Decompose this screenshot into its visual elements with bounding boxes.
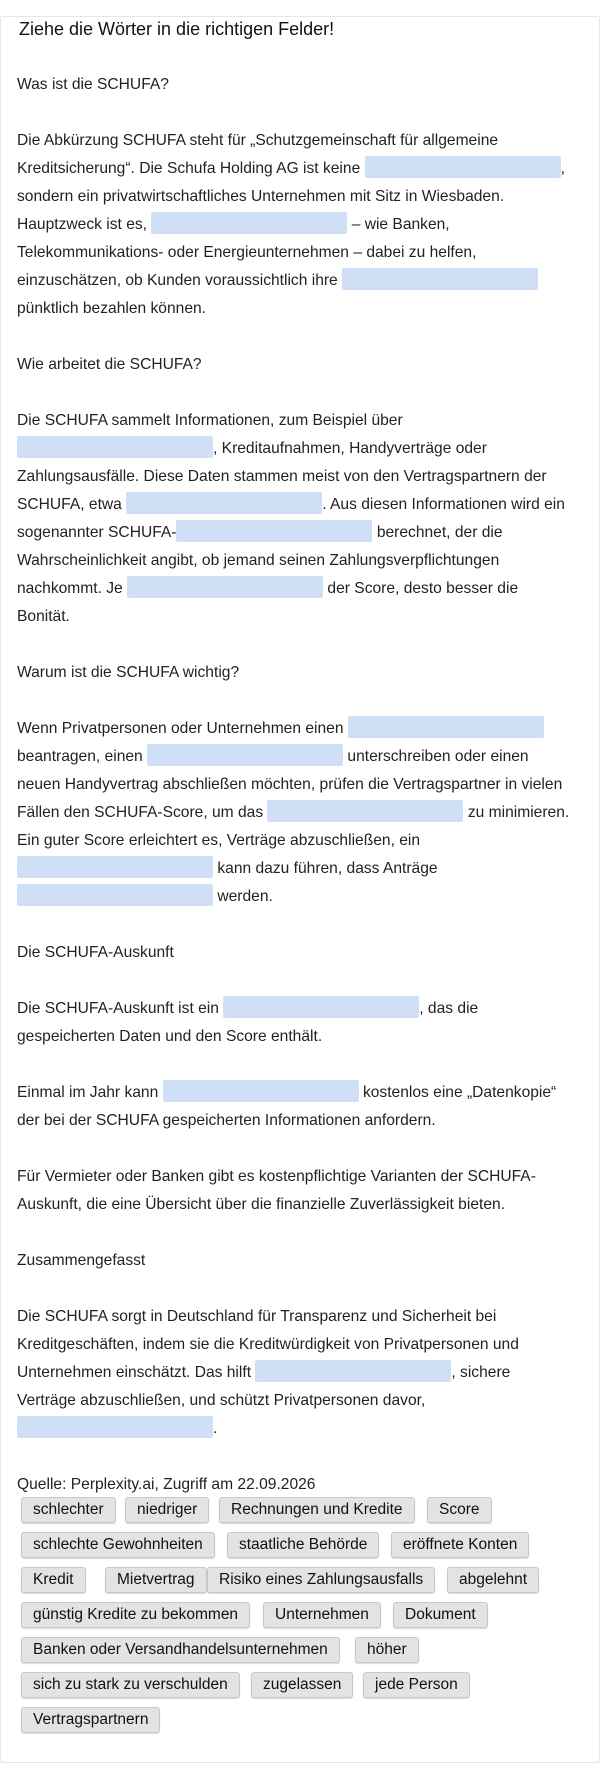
word-chip[interactable]: höher — [355, 1637, 419, 1663]
word-chip[interactable]: zugelassen — [251, 1672, 353, 1698]
word-chip[interactable]: Unternehmen — [263, 1602, 381, 1628]
text-line: kann dazu führen, dass Anträge — [17, 855, 438, 883]
drop-zone-16[interactable] — [17, 1416, 213, 1438]
drop-zone-9[interactable] — [147, 744, 343, 766]
exercise-title: Ziehe die Wörter in die richtigen Felder! — [19, 19, 335, 39]
text-line: neuen Handyvertrag abschließen möchten, prüfen die Vertragspartner in vielen — [17, 776, 563, 793]
word-chip[interactable]: jede Person — [363, 1672, 470, 1698]
text-line: Die SCHUFA sammelt Informationen, zum Beispiel über — [17, 412, 403, 429]
text-line: nachkommt. Je der Score, desto besser die — [17, 575, 518, 603]
text-line: Die SCHUFA-Auskunft ist ein , das die — [17, 995, 478, 1023]
text-line: Verträge abzuschließen, und schützt Privatpersonen davor, — [17, 1392, 426, 1409]
drop-zone-7[interactable] — [127, 576, 323, 598]
word-chip[interactable]: Dokument — [393, 1602, 488, 1628]
text-line: Fällen den SCHUFA-Score, um das zu minimieren. — [17, 799, 569, 827]
word-chip[interactable]: Score — [427, 1497, 492, 1523]
word-chip[interactable]: schlechter — [21, 1497, 116, 1523]
text-line: Zahlungsausfälle. Diese Daten stammen meist von den Vertragspartnern der — [17, 468, 547, 485]
word-chip[interactable]: Risiko eines Zahlungsausfalls — [207, 1567, 435, 1593]
word-chip[interactable]: Kredit — [21, 1567, 86, 1593]
text-line: Einmal im Jahr kann kostenlos eine „Datenkopie“ — [17, 1079, 556, 1107]
drop-zone-6[interactable] — [176, 520, 372, 542]
word-chip[interactable]: sich zu stark zu verschulden — [21, 1672, 240, 1698]
text-line: beantragen, einen unterschreiben oder einen — [17, 743, 529, 771]
text-line: Wenn Privatpersonen oder Unternehmen einen — [17, 715, 544, 743]
drop-zone-4[interactable] — [17, 436, 213, 458]
drop-zone-11[interactable] — [17, 856, 213, 878]
word-chip[interactable]: abgelehnt — [447, 1567, 539, 1593]
text-line: Ein guter Score erleichtert es, Verträge abzuschließen, ein — [17, 832, 421, 849]
text-line: Kreditsicherung“. Die Schufa Holding AG ist keine , — [17, 155, 565, 183]
text-line: werden. — [17, 883, 273, 911]
drop-zone-1[interactable] — [365, 156, 561, 178]
text-line: SCHUFA, etwa . Aus diesen Informationen wird ein — [17, 491, 565, 519]
word-chip[interactable]: staatliche Behörde — [227, 1532, 379, 1558]
heading-wie-arbeitet: Wie arbeitet die SCHUFA? — [17, 356, 202, 373]
text-line: Für Vermieter oder Banken gibt es kostenpflichtige Varianten der SCHUFA- — [17, 1168, 536, 1185]
text-line: Bonität. — [17, 608, 70, 625]
text-line: sogenannter SCHUFA- berechnet, der die — [17, 519, 503, 547]
text-line: einzuschätzen, ob Kunden voraussichtlich ihre — [17, 267, 538, 295]
text-line: Telekommunikations- oder Energieunternehmen – dabei zu helfen, — [17, 244, 477, 261]
text-line: sondern ein privatwirtschaftliches Unternehmen mit Sitz in Wiesbaden. — [17, 188, 505, 205]
drop-zone-13[interactable] — [223, 996, 419, 1018]
source-note: Quelle: Perplexity.ai, Zugriff am 22.09.2026 — [17, 1476, 316, 1493]
drop-zone-15[interactable] — [255, 1360, 451, 1382]
drop-zone-2[interactable] — [151, 212, 347, 234]
heading-was-ist: Was ist die SCHUFA? — [17, 76, 169, 93]
text-line: pünktlich bezahlen können. — [17, 300, 206, 317]
drop-zone-5[interactable] — [126, 492, 322, 514]
text-line: Kreditgeschäften, indem sie die Kreditwürdigkeit von Privatpersonen und — [17, 1336, 519, 1353]
text-line: der bei der SCHUFA gespeicherten Informationen anfordern. — [17, 1112, 436, 1129]
drop-zone-3[interactable] — [342, 268, 538, 290]
word-chip[interactable]: niedriger — [125, 1497, 209, 1523]
word-chip[interactable]: schlechte Gewohnheiten — [21, 1532, 215, 1558]
word-chip[interactable]: Mietvertrag — [105, 1567, 207, 1593]
heading-auskunft: Die SCHUFA-Auskunft — [17, 944, 174, 961]
text-line: , Kreditaufnahmen, Handyverträge oder — [17, 435, 487, 463]
word-chip[interactable]: Rechnungen und Kredite — [219, 1497, 415, 1523]
word-chip[interactable]: Vertragspartnern — [21, 1707, 160, 1733]
text-line: . — [17, 1415, 217, 1443]
word-chip[interactable]: Banken oder Versandhandelsunternehmen — [21, 1637, 340, 1663]
drop-zone-14[interactable] — [163, 1080, 359, 1102]
drop-zone-10[interactable] — [267, 800, 463, 822]
text-line: Unternehmen einschätzt. Das hilft , sichere — [17, 1359, 510, 1387]
text-line: Die Abkürzung SCHUFA steht für „Schutzgemeinschaft für allgemeine — [17, 132, 499, 149]
heading-zusammengefasst: Zusammengefasst — [17, 1252, 146, 1269]
drop-zone-12[interactable] — [17, 884, 213, 906]
text-line: gespeicherten Daten und den Score enthält. — [17, 1028, 323, 1045]
text-line: Auskunft, die eine Übersicht über die finanzielle Zuverlässigkeit bieten. — [17, 1196, 506, 1213]
word-chip[interactable]: eröffnete Konten — [391, 1532, 529, 1558]
heading-warum: Warum ist die SCHUFA wichtig? — [17, 664, 240, 681]
text-line: Die SCHUFA sorgt in Deutschland für Transparenz und Sicherheit bei — [17, 1308, 497, 1325]
drop-zone-8[interactable] — [348, 716, 544, 738]
text-line: Wahrscheinlichkeit angibt, ob jemand seinen Zahlungsverpflichtungen — [17, 552, 500, 569]
word-chip[interactable]: günstig Kredite zu bekommen — [21, 1602, 250, 1628]
text-line: Hauptzweck ist es, – wie Banken, — [17, 211, 450, 239]
